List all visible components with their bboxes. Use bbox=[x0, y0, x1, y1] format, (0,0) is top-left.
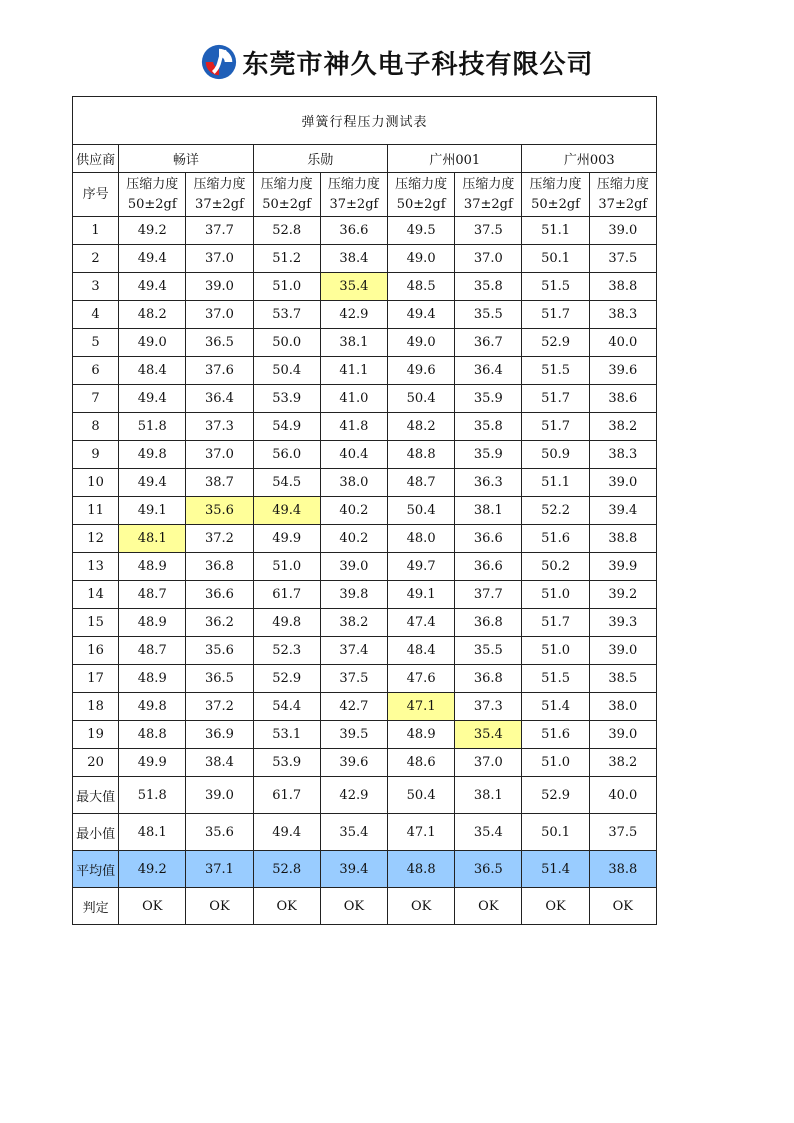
stat-cell: 37.5 bbox=[589, 814, 656, 851]
stat-cell: 52.8 bbox=[253, 851, 320, 888]
column-header-line2: 37±2gf bbox=[195, 196, 244, 212]
column-header bbox=[388, 173, 455, 217]
supplier-name: 畅详 bbox=[119, 145, 253, 173]
data-cell: 51.0 bbox=[253, 273, 320, 301]
data-cell: 51.0 bbox=[522, 749, 589, 777]
row-number: 19 bbox=[73, 721, 119, 749]
column-header bbox=[186, 173, 253, 217]
row-number: 16 bbox=[73, 637, 119, 665]
data-cell: 35.8 bbox=[455, 413, 522, 441]
data-cell: 51.4 bbox=[522, 693, 589, 721]
stat-cell: 48.8 bbox=[388, 851, 455, 888]
data-cell: 47.4 bbox=[388, 609, 455, 637]
data-cell: 48.6 bbox=[388, 749, 455, 777]
data-cell: 38.4 bbox=[320, 245, 387, 273]
data-cell: 35.9 bbox=[455, 385, 522, 413]
column-header bbox=[119, 173, 186, 217]
data-cell: 47.1 bbox=[388, 693, 455, 721]
column-header-line1: 压缩力度 bbox=[596, 176, 649, 192]
table-row bbox=[73, 469, 657, 497]
data-cell: 37.0 bbox=[186, 245, 253, 273]
row-number: 3 bbox=[73, 273, 119, 301]
data-cell: 39.0 bbox=[589, 217, 656, 245]
data-cell: 35.6 bbox=[186, 497, 253, 525]
verdict-cell: OK bbox=[320, 888, 387, 925]
data-cell: 36.9 bbox=[186, 721, 253, 749]
data-cell: 51.6 bbox=[522, 721, 589, 749]
data-cell: 48.8 bbox=[119, 721, 186, 749]
row-number: 17 bbox=[73, 665, 119, 693]
data-cell: 49.8 bbox=[253, 609, 320, 637]
verdict-row bbox=[73, 888, 657, 925]
data-cell: 37.2 bbox=[186, 525, 253, 553]
table-row bbox=[73, 273, 657, 301]
data-cell: 39.9 bbox=[589, 553, 656, 581]
data-cell: 50.0 bbox=[253, 329, 320, 357]
data-cell: 51.7 bbox=[522, 385, 589, 413]
data-cell: 36.2 bbox=[186, 609, 253, 637]
data-cell: 51.1 bbox=[522, 469, 589, 497]
stat-cell: 37.1 bbox=[186, 851, 253, 888]
table-row bbox=[73, 441, 657, 469]
data-cell: 49.1 bbox=[388, 581, 455, 609]
data-cell: 38.0 bbox=[320, 469, 387, 497]
column-header-line2: 50±2gf bbox=[531, 196, 580, 212]
row-number: 14 bbox=[73, 581, 119, 609]
data-cell: 48.4 bbox=[119, 357, 186, 385]
data-cell: 36.6 bbox=[320, 217, 387, 245]
verdict-cell: OK bbox=[388, 888, 455, 925]
data-cell: 49.0 bbox=[388, 329, 455, 357]
data-cell: 50.4 bbox=[253, 357, 320, 385]
verdict-cell: OK bbox=[119, 888, 186, 925]
column-header-line1: 压缩力度 bbox=[260, 176, 313, 192]
data-cell: 51.5 bbox=[522, 665, 589, 693]
data-cell: 39.6 bbox=[589, 357, 656, 385]
data-cell: 39.0 bbox=[589, 637, 656, 665]
row-number: 20 bbox=[73, 749, 119, 777]
data-cell: 49.0 bbox=[119, 329, 186, 357]
data-cell: 48.4 bbox=[388, 637, 455, 665]
stat-cell: 38.8 bbox=[589, 851, 656, 888]
table-row bbox=[73, 693, 657, 721]
data-cell: 54.9 bbox=[253, 413, 320, 441]
data-cell: 37.0 bbox=[455, 749, 522, 777]
stat-cell: 51.8 bbox=[119, 777, 186, 814]
verdict-cell: OK bbox=[186, 888, 253, 925]
data-cell: 48.5 bbox=[388, 273, 455, 301]
data-cell: 36.6 bbox=[186, 581, 253, 609]
stat-cell: 48.1 bbox=[119, 814, 186, 851]
data-cell: 51.0 bbox=[253, 553, 320, 581]
column-header bbox=[253, 173, 320, 217]
verdict-cell: OK bbox=[253, 888, 320, 925]
data-cell: 35.5 bbox=[455, 301, 522, 329]
table-row bbox=[73, 329, 657, 357]
data-cell: 37.4 bbox=[320, 637, 387, 665]
data-cell: 41.0 bbox=[320, 385, 387, 413]
data-cell: 48.2 bbox=[388, 413, 455, 441]
data-cell: 48.0 bbox=[388, 525, 455, 553]
data-cell: 35.4 bbox=[320, 273, 387, 301]
column-header-line1: 压缩力度 bbox=[395, 176, 448, 192]
row-number: 6 bbox=[73, 357, 119, 385]
data-cell: 49.6 bbox=[388, 357, 455, 385]
data-cell: 40.2 bbox=[320, 497, 387, 525]
data-cell: 38.5 bbox=[589, 665, 656, 693]
data-cell: 35.6 bbox=[186, 637, 253, 665]
data-cell: 38.1 bbox=[455, 497, 522, 525]
column-header-line2: 37±2gf bbox=[329, 196, 379, 212]
data-cell: 38.8 bbox=[589, 273, 656, 301]
supplier-label: 供应商 bbox=[73, 145, 119, 173]
supplier-name: 广州001 bbox=[388, 145, 522, 173]
data-cell: 38.2 bbox=[589, 749, 656, 777]
verdict-cell: OK bbox=[589, 888, 656, 925]
data-cell: 39.0 bbox=[589, 721, 656, 749]
data-cell: 36.3 bbox=[455, 469, 522, 497]
data-cell: 48.9 bbox=[119, 665, 186, 693]
data-cell: 53.7 bbox=[253, 301, 320, 329]
row-number: 18 bbox=[73, 693, 119, 721]
data-cell: 36.8 bbox=[455, 609, 522, 637]
column-header-line1: 压缩力度 bbox=[327, 176, 380, 192]
data-cell: 49.4 bbox=[119, 469, 186, 497]
data-cell: 51.6 bbox=[522, 525, 589, 553]
data-cell: 52.8 bbox=[253, 217, 320, 245]
data-cell: 54.4 bbox=[253, 693, 320, 721]
data-cell: 49.5 bbox=[388, 217, 455, 245]
stat-label: 平均值 bbox=[73, 851, 119, 888]
data-cell: 39.3 bbox=[589, 609, 656, 637]
row-number: 12 bbox=[73, 525, 119, 553]
data-cell: 37.0 bbox=[186, 301, 253, 329]
data-cell: 39.2 bbox=[589, 581, 656, 609]
data-cell: 52.9 bbox=[522, 329, 589, 357]
data-cell: 38.8 bbox=[589, 525, 656, 553]
data-cell: 48.8 bbox=[388, 441, 455, 469]
data-cell: 38.3 bbox=[589, 301, 656, 329]
data-cell: 41.1 bbox=[320, 357, 387, 385]
stat-cell: 49.2 bbox=[119, 851, 186, 888]
column-header-line2: 37±2gf bbox=[598, 196, 648, 212]
data-cell: 52.2 bbox=[522, 497, 589, 525]
data-cell: 50.9 bbox=[522, 441, 589, 469]
data-cell: 51.7 bbox=[522, 609, 589, 637]
data-cell: 39.6 bbox=[320, 749, 387, 777]
data-cell: 37.2 bbox=[186, 693, 253, 721]
stat-row-max bbox=[73, 777, 657, 814]
verdict-label: 判定 bbox=[73, 888, 119, 925]
data-cell: 41.8 bbox=[320, 413, 387, 441]
table-row bbox=[73, 413, 657, 441]
column-header bbox=[589, 173, 656, 217]
data-cell: 39.0 bbox=[186, 273, 253, 301]
column-header-line2: 50±2gf bbox=[262, 196, 312, 212]
data-cell: 38.6 bbox=[589, 385, 656, 413]
table-row bbox=[73, 245, 657, 273]
table-row bbox=[73, 721, 657, 749]
data-cell: 51.1 bbox=[522, 217, 589, 245]
stat-row-avg bbox=[73, 851, 657, 888]
data-cell: 49.9 bbox=[119, 749, 186, 777]
data-cell: 37.5 bbox=[320, 665, 387, 693]
data-cell: 51.0 bbox=[522, 581, 589, 609]
data-cell: 35.5 bbox=[455, 637, 522, 665]
data-cell: 48.7 bbox=[119, 637, 186, 665]
data-cell: 36.5 bbox=[186, 329, 253, 357]
data-cell: 37.0 bbox=[186, 441, 253, 469]
row-number: 15 bbox=[73, 609, 119, 637]
test-table bbox=[72, 96, 657, 925]
row-number: 7 bbox=[73, 385, 119, 413]
data-cell: 51.7 bbox=[522, 413, 589, 441]
data-cell: 49.4 bbox=[253, 497, 320, 525]
data-cell: 48.9 bbox=[119, 609, 186, 637]
data-cell: 49.4 bbox=[119, 245, 186, 273]
data-cell: 35.9 bbox=[455, 441, 522, 469]
company-logo-icon bbox=[200, 43, 238, 81]
data-cell: 38.2 bbox=[589, 413, 656, 441]
data-cell: 52.3 bbox=[253, 637, 320, 665]
data-cell: 49.8 bbox=[119, 693, 186, 721]
table-row bbox=[73, 525, 657, 553]
row-number: 4 bbox=[73, 301, 119, 329]
data-cell: 51.2 bbox=[253, 245, 320, 273]
data-cell: 51.0 bbox=[522, 637, 589, 665]
table-row bbox=[73, 581, 657, 609]
data-cell: 38.4 bbox=[186, 749, 253, 777]
data-cell: 51.5 bbox=[522, 357, 589, 385]
table-row bbox=[73, 497, 657, 525]
row-number: 10 bbox=[73, 469, 119, 497]
column-header-line2: 50±2gf bbox=[396, 196, 446, 212]
data-cell: 49.0 bbox=[388, 245, 455, 273]
stat-cell: 52.9 bbox=[522, 777, 589, 814]
column-header bbox=[522, 173, 589, 217]
row-number: 1 bbox=[73, 217, 119, 245]
data-cell: 38.1 bbox=[320, 329, 387, 357]
row-number: 9 bbox=[73, 441, 119, 469]
data-cell: 36.5 bbox=[186, 665, 253, 693]
data-cell: 39.0 bbox=[320, 553, 387, 581]
data-cell: 54.5 bbox=[253, 469, 320, 497]
row-number: 13 bbox=[73, 553, 119, 581]
data-cell: 49.9 bbox=[253, 525, 320, 553]
table-row bbox=[73, 357, 657, 385]
page-header bbox=[0, 40, 794, 84]
data-cell: 51.8 bbox=[119, 413, 186, 441]
seq-label: 序号 bbox=[73, 173, 119, 217]
data-cell: 48.7 bbox=[388, 469, 455, 497]
data-cell: 53.1 bbox=[253, 721, 320, 749]
data-cell: 49.1 bbox=[119, 497, 186, 525]
data-cell: 50.4 bbox=[388, 497, 455, 525]
table-row bbox=[73, 749, 657, 777]
column-header bbox=[455, 173, 522, 217]
stat-label: 最大值 bbox=[73, 777, 119, 814]
data-cell: 50.2 bbox=[522, 553, 589, 581]
table-row bbox=[73, 217, 657, 245]
data-cell: 36.6 bbox=[455, 525, 522, 553]
data-cell: 40.4 bbox=[320, 441, 387, 469]
column-header-line1: 压缩力度 bbox=[193, 176, 246, 192]
stat-cell: 40.0 bbox=[589, 777, 656, 814]
data-cell: 50.1 bbox=[522, 245, 589, 273]
table-row bbox=[73, 301, 657, 329]
data-cell: 49.2 bbox=[119, 217, 186, 245]
data-cell: 36.7 bbox=[455, 329, 522, 357]
data-cell: 56.0 bbox=[253, 441, 320, 469]
data-cell: 37.5 bbox=[589, 245, 656, 273]
data-cell: 35.4 bbox=[455, 721, 522, 749]
stat-cell: 35.6 bbox=[186, 814, 253, 851]
table-row bbox=[73, 637, 657, 665]
data-cell: 37.3 bbox=[455, 693, 522, 721]
data-cell: 49.7 bbox=[388, 553, 455, 581]
data-cell: 37.3 bbox=[186, 413, 253, 441]
data-cell: 38.7 bbox=[186, 469, 253, 497]
data-cell: 42.9 bbox=[320, 301, 387, 329]
table-row bbox=[73, 665, 657, 693]
data-cell: 37.0 bbox=[455, 245, 522, 273]
column-header-line1: 压缩力度 bbox=[126, 176, 179, 192]
data-cell: 53.9 bbox=[253, 749, 320, 777]
data-cell: 39.4 bbox=[589, 497, 656, 525]
stat-cell: 50.1 bbox=[522, 814, 589, 851]
data-cell: 38.0 bbox=[589, 693, 656, 721]
data-cell: 49.8 bbox=[119, 441, 186, 469]
data-cell: 51.5 bbox=[522, 273, 589, 301]
stat-cell: 51.4 bbox=[522, 851, 589, 888]
verdict-cell: OK bbox=[455, 888, 522, 925]
data-cell: 36.8 bbox=[186, 553, 253, 581]
row-number: 2 bbox=[73, 245, 119, 273]
data-cell: 37.7 bbox=[186, 217, 253, 245]
verdict-cell: OK bbox=[522, 888, 589, 925]
row-number: 11 bbox=[73, 497, 119, 525]
stat-cell: 49.4 bbox=[253, 814, 320, 851]
data-cell: 40.0 bbox=[589, 329, 656, 357]
stat-cell: 47.1 bbox=[388, 814, 455, 851]
stat-cell: 35.4 bbox=[320, 814, 387, 851]
table-row bbox=[73, 553, 657, 581]
data-cell: 38.2 bbox=[320, 609, 387, 637]
data-cell: 37.5 bbox=[455, 217, 522, 245]
stat-cell: 50.4 bbox=[388, 777, 455, 814]
company-name: 东莞市神久电子科技有限公司 bbox=[242, 49, 594, 80]
stat-cell: 38.1 bbox=[455, 777, 522, 814]
data-cell: 53.9 bbox=[253, 385, 320, 413]
data-cell: 48.7 bbox=[119, 581, 186, 609]
supplier-name: 广州003 bbox=[522, 145, 657, 173]
data-cell: 48.9 bbox=[388, 721, 455, 749]
stat-cell: 61.7 bbox=[253, 777, 320, 814]
data-cell: 37.6 bbox=[186, 357, 253, 385]
data-cell: 36.8 bbox=[455, 665, 522, 693]
data-cell: 48.9 bbox=[119, 553, 186, 581]
data-cell: 36.6 bbox=[455, 553, 522, 581]
data-cell: 39.5 bbox=[320, 721, 387, 749]
data-cell: 51.7 bbox=[522, 301, 589, 329]
data-cell: 36.4 bbox=[455, 357, 522, 385]
data-cell: 39.0 bbox=[589, 469, 656, 497]
data-cell: 61.7 bbox=[253, 581, 320, 609]
table-row bbox=[73, 609, 657, 637]
data-cell: 40.2 bbox=[320, 525, 387, 553]
stat-cell: 39.4 bbox=[320, 851, 387, 888]
column-header-line2: 50±2gf bbox=[127, 196, 177, 212]
table-title: 弹簧行程压力测试表 bbox=[73, 97, 657, 145]
data-cell: 48.2 bbox=[119, 301, 186, 329]
stat-label: 最小值 bbox=[73, 814, 119, 851]
column-header-line2: 37±2gf bbox=[463, 196, 513, 212]
data-cell: 36.4 bbox=[186, 385, 253, 413]
supplier-name: 乐勋 bbox=[253, 145, 387, 173]
row-number: 5 bbox=[73, 329, 119, 357]
data-cell: 35.8 bbox=[455, 273, 522, 301]
data-cell: 39.8 bbox=[320, 581, 387, 609]
data-cell: 38.3 bbox=[589, 441, 656, 469]
column-header-line1: 压缩力度 bbox=[529, 176, 582, 192]
data-cell: 48.1 bbox=[119, 525, 186, 553]
data-cell: 42.7 bbox=[320, 693, 387, 721]
data-cell: 37.7 bbox=[455, 581, 522, 609]
stat-cell: 35.4 bbox=[455, 814, 522, 851]
stat-cell: 39.0 bbox=[186, 777, 253, 814]
data-cell: 50.4 bbox=[388, 385, 455, 413]
data-cell: 49.4 bbox=[388, 301, 455, 329]
stat-cell: 36.5 bbox=[455, 851, 522, 888]
column-header bbox=[320, 173, 387, 217]
data-cell: 49.4 bbox=[119, 273, 186, 301]
data-cell: 49.4 bbox=[119, 385, 186, 413]
stat-row-min bbox=[73, 814, 657, 851]
table-row bbox=[73, 385, 657, 413]
data-cell: 52.9 bbox=[253, 665, 320, 693]
data-cell: 47.6 bbox=[388, 665, 455, 693]
row-number: 8 bbox=[73, 413, 119, 441]
stat-cell: 42.9 bbox=[320, 777, 387, 814]
column-header-line1: 压缩力度 bbox=[462, 176, 515, 192]
